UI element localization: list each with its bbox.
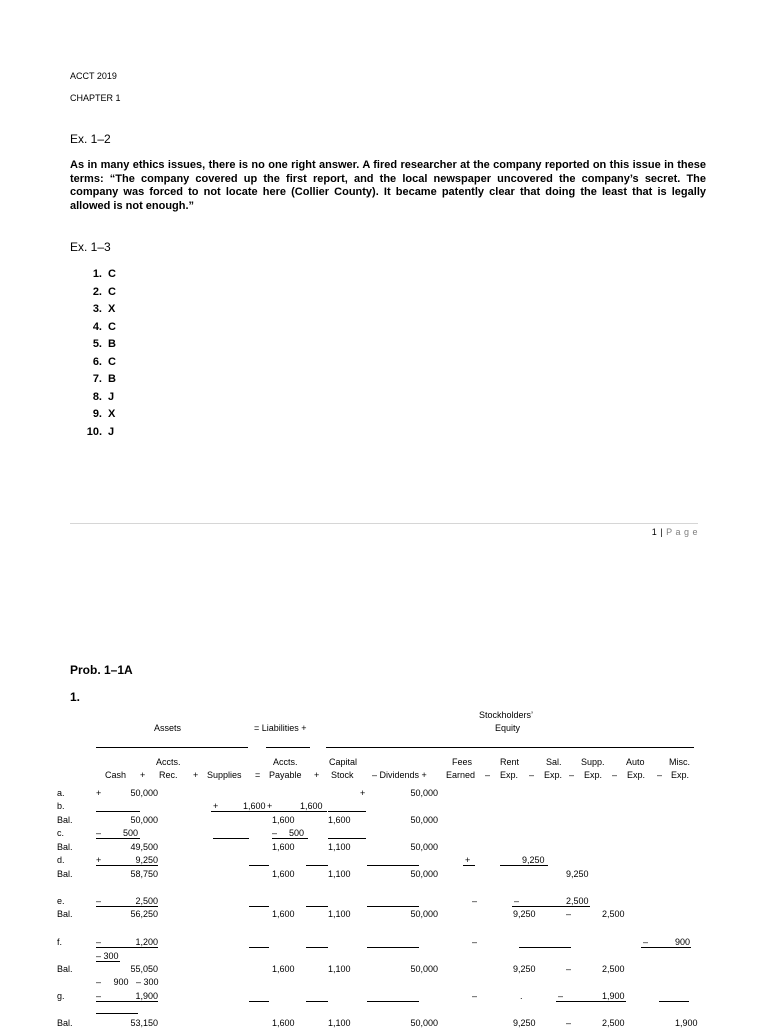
footer-divider	[70, 523, 698, 524]
answer-item: 1. C	[92, 268, 116, 280]
cell-sign: –	[472, 896, 478, 906]
col-ar-1: Accts.	[156, 757, 181, 767]
underline	[96, 838, 140, 839]
underline	[96, 947, 158, 948]
col-cs-2: Stock	[331, 770, 354, 780]
underline	[211, 811, 327, 812]
row-label: f.	[57, 937, 63, 947]
cell-sign: –	[96, 828, 102, 838]
underline	[306, 865, 328, 866]
chapter-label: CHAPTER 1	[70, 93, 121, 103]
cell-cash: 1,900	[135, 991, 158, 1001]
cell-sign: –	[272, 828, 278, 838]
col-cs-1: Capital	[329, 757, 358, 767]
cell-sign: +	[360, 788, 366, 798]
group-liabilities: = Liabilities +	[254, 723, 307, 733]
underline	[249, 1001, 269, 1002]
cell-sign: –	[96, 896, 102, 906]
problem-title: Prob. 1–1A	[70, 663, 133, 677]
col-re-2: Exp.	[500, 770, 519, 780]
cell-ap: 500	[289, 828, 305, 838]
group-equity-1: Stockholders’	[479, 710, 534, 720]
cell-supp: 1,900	[602, 991, 625, 1001]
answer-item: 9. X	[92, 408, 116, 420]
col-ap-1: Accts.	[273, 757, 298, 767]
underline	[96, 811, 140, 812]
col-fe-2: Earned	[446, 770, 476, 780]
col-minus: –	[657, 770, 663, 780]
underline	[306, 1001, 328, 1002]
cell-dividends: 50,000	[410, 815, 438, 825]
row-label: Bal.	[57, 909, 73, 919]
col-su-1: Supp.	[581, 757, 605, 767]
cell-dot: .	[520, 991, 523, 1001]
underline	[96, 865, 158, 866]
answer-item: 3. X	[92, 303, 116, 315]
col-ap-2: Payable	[269, 770, 302, 780]
cell-cs: 1,600	[328, 815, 351, 825]
group-assets: Assets	[154, 723, 182, 733]
liabilities-rule	[266, 747, 310, 748]
underline	[463, 865, 475, 866]
underline	[249, 865, 269, 866]
col-sa-1: Sal.	[546, 757, 562, 767]
cell-sign: –	[566, 1018, 572, 1028]
cell-sign: –	[472, 937, 478, 947]
col-au-2: Exp.	[627, 770, 646, 780]
row-label: d.	[57, 855, 65, 865]
cell-cs: 1,100	[328, 964, 351, 974]
cell-rent: 9,250	[513, 909, 536, 919]
cell-dividends: 50,000	[410, 1018, 438, 1028]
underline	[272, 838, 308, 839]
cell-sign: +	[213, 801, 219, 811]
cell-cs: 1,100	[328, 842, 351, 852]
cell-salary: 9,250	[566, 869, 589, 879]
page-number: 1 | P a g e	[651, 527, 698, 537]
underline	[512, 906, 590, 907]
group-equity-2: Equity	[495, 723, 521, 733]
col-minus: –	[569, 770, 575, 780]
cell-sign: –	[472, 991, 478, 1001]
cell-cash: 500	[123, 828, 139, 838]
cell-sign: –	[566, 964, 572, 974]
row-label: a.	[57, 788, 65, 798]
cell-note: – 900 – 300	[96, 977, 159, 987]
underline	[659, 1001, 689, 1002]
underline	[367, 1001, 419, 1002]
col-dividends: – Dividends +	[372, 770, 427, 780]
cell-ap: 1,600	[272, 909, 295, 919]
cell-ap: 1,600	[272, 1018, 295, 1028]
underline	[556, 1001, 626, 1002]
col-plus: +	[314, 770, 320, 780]
col-ar-2: Rec.	[159, 770, 178, 780]
col-fe-1: Fees	[452, 757, 473, 767]
cell-rent: 9,250	[513, 1018, 536, 1028]
col-mi-1: Misc.	[669, 757, 690, 767]
row-label: b.	[57, 801, 65, 811]
cell-supp: 2,500	[602, 1018, 625, 1028]
underline	[96, 1013, 138, 1014]
answer-item: 6. C	[92, 355, 116, 368]
col-minus: –	[529, 770, 535, 780]
answer-item: 5. B	[92, 338, 116, 350]
cell-sign: –	[643, 937, 649, 947]
cell-dividends: 50,000	[410, 869, 438, 879]
underline	[96, 906, 158, 907]
cell-salary: 2,500	[566, 896, 589, 906]
cell-cash: 50,000	[130, 815, 158, 825]
col-mi-2: Exp.	[671, 770, 690, 780]
cell-sign: –	[96, 991, 102, 1001]
underline	[213, 838, 249, 839]
underline	[500, 865, 548, 866]
col-re-1: Rent	[500, 757, 520, 767]
cell-sign: –	[96, 937, 102, 947]
col-sa-2: Exp.	[544, 770, 563, 780]
underline	[249, 906, 269, 907]
cell-rent: 9,250	[513, 964, 536, 974]
cell-dividends: 50,000	[410, 842, 438, 852]
cell-supplies: 1,600	[243, 801, 266, 811]
underline	[641, 947, 691, 948]
cell-cash: 9,250	[135, 855, 158, 865]
cell-sign: –	[558, 991, 564, 1001]
cell-cash-extra: – 300	[96, 951, 119, 961]
course-code: ACCT 2019	[70, 71, 117, 81]
answer-item: 4. C	[92, 320, 116, 333]
col-plus: +	[140, 770, 146, 780]
cell-sign: +	[96, 855, 102, 865]
row-label: g.	[57, 991, 65, 1001]
cell-cash: 49,500	[130, 842, 158, 852]
cell-ap: 1,600	[272, 869, 295, 879]
cell-sign: –	[566, 909, 572, 919]
cell-supp: 2,500	[602, 964, 625, 974]
cell-misc: 900	[675, 937, 691, 947]
col-au-1: Auto	[626, 757, 645, 767]
cell-ap: 1,600	[272, 815, 295, 825]
underline	[328, 811, 366, 812]
row-label: Bal.	[57, 1018, 73, 1028]
cell-dividends: 50,000	[410, 788, 438, 798]
col-supplies: Supplies	[207, 770, 242, 780]
col-minus: –	[612, 770, 618, 780]
col-minus: –	[485, 770, 491, 780]
underline	[306, 947, 328, 948]
answer-item: 7. B	[92, 373, 116, 385]
cell-sign: +	[465, 855, 471, 865]
row-label: Bal.	[57, 964, 73, 974]
underline	[96, 1001, 158, 1002]
row-label: Bal.	[57, 842, 73, 852]
cell-ap: 1,600	[300, 801, 323, 811]
cell-sign: +	[96, 788, 102, 798]
cell-dividends: 50,000	[410, 909, 438, 919]
answer-item: 2. C	[92, 285, 116, 298]
cell-cash: 56,250	[130, 909, 158, 919]
exercise-1-2-text: As in many ethics issues, there is no one right answer. A fired researcher at the company reported on this issue in these terms: “The company covered up the first report, and the local newspaper uncovered the company’s secret. The company was forced to not locate here (Collier County). It became patently clear that doing the least that is legally allowed is not enough.”	[70, 159, 706, 212]
col-cash: Cash	[105, 770, 127, 780]
cell-sign: –	[514, 896, 520, 906]
cell-misc: 1,900	[675, 1018, 698, 1028]
cell-cs: 1,100	[328, 869, 351, 879]
cell-cash: 2,500	[135, 896, 158, 906]
underline	[306, 906, 328, 907]
cell-supp: 2,500	[602, 909, 625, 919]
equity-rule	[326, 747, 694, 748]
problem-part: 1.	[70, 690, 81, 704]
cell-rent: 9,250	[522, 855, 545, 865]
row-label: Bal.	[57, 815, 73, 825]
cell-dividends: 50,000	[410, 964, 438, 974]
col-su-2: Exp.	[584, 770, 603, 780]
cell-cash: 1,200	[135, 937, 158, 947]
answer-item: 8. J	[92, 390, 115, 403]
col-equals: =	[255, 770, 261, 780]
col-plus: +	[193, 770, 199, 780]
underline	[367, 865, 419, 866]
underline	[249, 947, 269, 948]
row-label: Bal.	[57, 869, 73, 879]
underline	[519, 947, 571, 948]
answer-item: 10. J	[86, 425, 115, 438]
cell-cash: 50,000	[130, 788, 158, 798]
assets-rule	[96, 747, 248, 748]
underline	[96, 961, 120, 962]
row-label: c.	[57, 828, 65, 838]
cell-cs: 1,100	[328, 1018, 351, 1028]
row-label: e.	[57, 896, 65, 906]
underline	[328, 838, 366, 839]
underline	[367, 947, 419, 948]
cell-cash: 58,750	[130, 869, 158, 879]
cell-cash: 55,050	[130, 964, 158, 974]
underline	[367, 906, 419, 907]
cell-sign: +	[267, 801, 273, 811]
cell-ap: 1,600	[272, 842, 295, 852]
exercise-1-3-answers	[84, 267, 116, 442]
exercise-1-2-title: Ex. 1–2	[70, 132, 111, 146]
cell-ap: 1,600	[272, 964, 295, 974]
cell-cash: 53,150	[130, 1018, 158, 1028]
exercise-1-3-title: Ex. 1–3	[70, 240, 111, 254]
cell-cs: 1,100	[328, 909, 351, 919]
